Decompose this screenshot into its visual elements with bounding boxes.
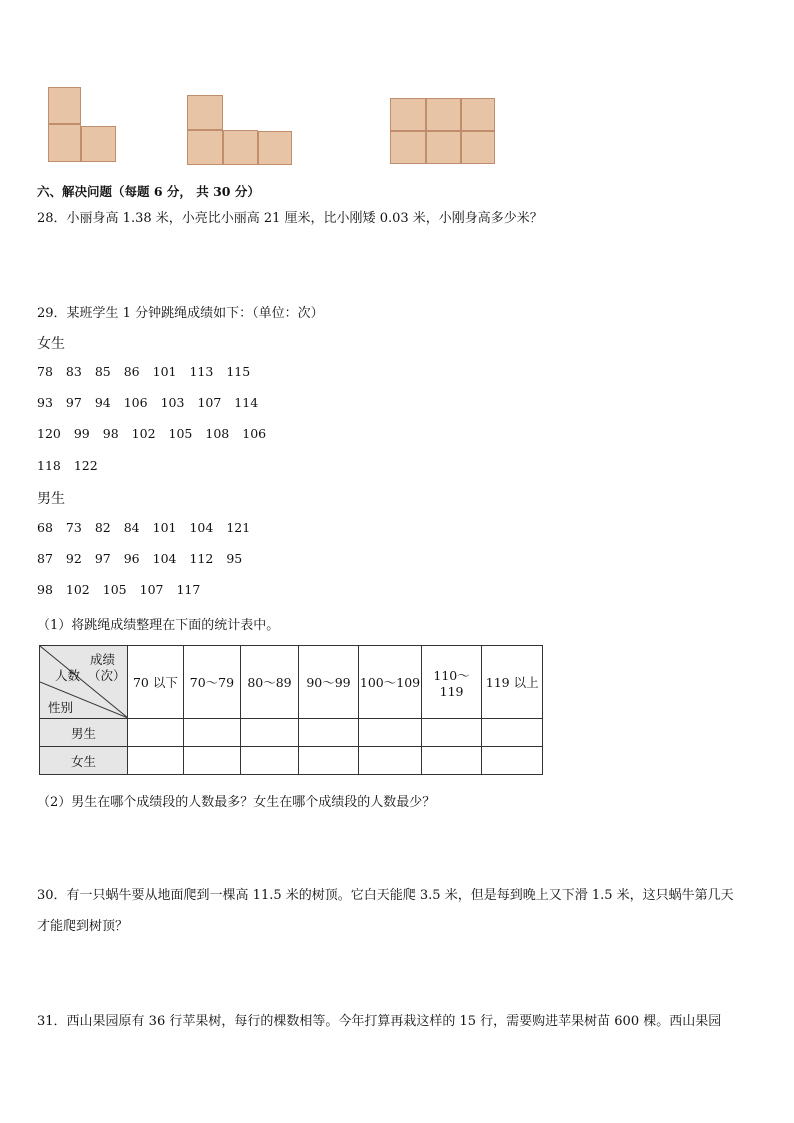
- diagonal-header-cell: [40, 646, 128, 719]
- score: 98: [37, 582, 53, 597]
- statistics-table: [39, 645, 543, 775]
- score: 107: [139, 582, 164, 597]
- answer-cell[interactable]: [482, 719, 543, 747]
- square: [187, 95, 223, 130]
- score: 83: [65, 364, 82, 379]
- answer-cell[interactable]: [241, 719, 299, 747]
- score: 105: [168, 426, 193, 441]
- girls-scores-row: [37, 395, 271, 410]
- square: [258, 131, 292, 165]
- score: 104: [189, 520, 214, 535]
- square: [48, 87, 81, 124]
- answer-cell[interactable]: [128, 747, 184, 775]
- answer-cell[interactable]: [359, 747, 422, 775]
- score: 82: [94, 520, 111, 535]
- column-header: 100～109: [359, 646, 422, 719]
- corner-label-count: 人数: [55, 668, 81, 683]
- corner-label-score: 成绩: [90, 652, 116, 667]
- score: 118: [37, 458, 61, 473]
- score: 101: [152, 364, 177, 379]
- score: 121: [226, 520, 251, 535]
- answer-cell[interactable]: [128, 719, 184, 747]
- score: 95: [226, 551, 243, 566]
- score: 97: [94, 551, 111, 566]
- corner-label-unit: （次）: [88, 668, 126, 683]
- column-header: 70 以下: [128, 646, 184, 719]
- square: [81, 126, 116, 162]
- girls-label: 女生: [37, 336, 65, 352]
- score: 101: [152, 520, 177, 535]
- answer-cell[interactable]: [298, 719, 358, 747]
- girls-scores-row: [37, 426, 279, 441]
- column-header: 70～79: [183, 646, 241, 719]
- boys-scores-row: [37, 520, 263, 535]
- score: 107: [197, 395, 222, 410]
- square: [426, 131, 461, 164]
- score: 87: [37, 551, 53, 566]
- score: 86: [123, 364, 140, 379]
- corner-label-gender: 性别: [48, 700, 74, 715]
- score: 73: [65, 520, 82, 535]
- table-row: [40, 747, 543, 775]
- score: 106: [242, 426, 267, 441]
- score: 93: [37, 395, 53, 410]
- column-header: 80～89: [241, 646, 299, 719]
- score: 92: [65, 551, 82, 566]
- boys-label: 男生: [37, 491, 65, 507]
- score: 106: [123, 395, 148, 410]
- score: 117: [176, 582, 201, 597]
- square: [187, 130, 223, 165]
- answer-cell[interactable]: [421, 747, 482, 775]
- answer-cell[interactable]: [421, 719, 482, 747]
- answer-cell[interactable]: [183, 747, 241, 775]
- score: 104: [152, 551, 177, 566]
- score: 103: [160, 395, 185, 410]
- column-header: 90～99: [298, 646, 358, 719]
- table-row: [40, 719, 543, 747]
- answer-cell[interactable]: [359, 719, 422, 747]
- square: [390, 131, 426, 164]
- score: 97: [65, 395, 82, 410]
- square: [390, 98, 426, 131]
- question-29-part2: （2）男生在哪个成绩段的人数最多？女生在哪个成绩段的人数最少？: [37, 795, 436, 810]
- answer-cell[interactable]: [241, 747, 299, 775]
- row-header: 女生: [40, 747, 128, 775]
- score: 78: [37, 364, 53, 379]
- score: 122: [73, 458, 98, 473]
- score: 98: [102, 426, 119, 441]
- girls-scores-row: [37, 458, 111, 473]
- answer-cell[interactable]: [298, 747, 358, 775]
- answer-cell[interactable]: [183, 719, 241, 747]
- question-30-line2: 才能爬到树顶？: [37, 919, 129, 934]
- score: 112: [189, 551, 214, 566]
- score: 114: [234, 395, 259, 410]
- question-29-intro: 29．某班学生 1 分钟跳绳成绩如下：（单位：次）: [37, 306, 324, 321]
- column-header: 119 以上: [482, 646, 543, 719]
- score: 68: [37, 520, 53, 535]
- score: 96: [123, 551, 140, 566]
- answer-cell[interactable]: [482, 747, 543, 775]
- question-31-line1: 31．西山果园原有 36 行苹果树，每行的棵数相等。今年打算再栽这样的 15 行，需要购进苹果树苗 600 棵。西山果园: [37, 1014, 722, 1029]
- square: [461, 98, 495, 131]
- row-header: 男生: [40, 719, 128, 747]
- score: 94: [94, 395, 111, 410]
- boys-scores-row: [37, 551, 255, 566]
- square: [223, 130, 258, 165]
- score: 105: [102, 582, 127, 597]
- score: 102: [131, 426, 156, 441]
- girls-scores-row: [37, 364, 263, 379]
- boys-scores-row: [37, 582, 213, 597]
- score: 115: [226, 364, 251, 379]
- square: [461, 131, 495, 164]
- score: 102: [65, 582, 90, 597]
- table-header-row: [40, 646, 543, 719]
- question-28: 28．小丽身高 1.38 米，小亮比小丽高 21 厘米，比小刚矮 0.03 米，小刚身高多少米？: [37, 211, 543, 226]
- question-30-line1: 30．有一只蜗牛要从地面爬到一棵高 11.5 米的树顶。它白天能爬 3.5 米，但是每到晚上又下滑 1.5 米，这只蜗牛第几天: [37, 888, 734, 903]
- column-header: 110～119: [421, 646, 482, 719]
- square: [48, 124, 81, 162]
- score: 85: [94, 364, 111, 379]
- square: [426, 98, 461, 131]
- score: 108: [205, 426, 230, 441]
- score: 84: [123, 520, 140, 535]
- score: 120: [37, 426, 61, 441]
- question-29-part1: （1）将跳绳成绩整理在下面的统计表中。: [37, 618, 280, 633]
- score: 99: [73, 426, 90, 441]
- section-title: 六、解决问题（每题 6 分， 共 30 分）: [37, 184, 260, 199]
- score: 113: [189, 364, 214, 379]
